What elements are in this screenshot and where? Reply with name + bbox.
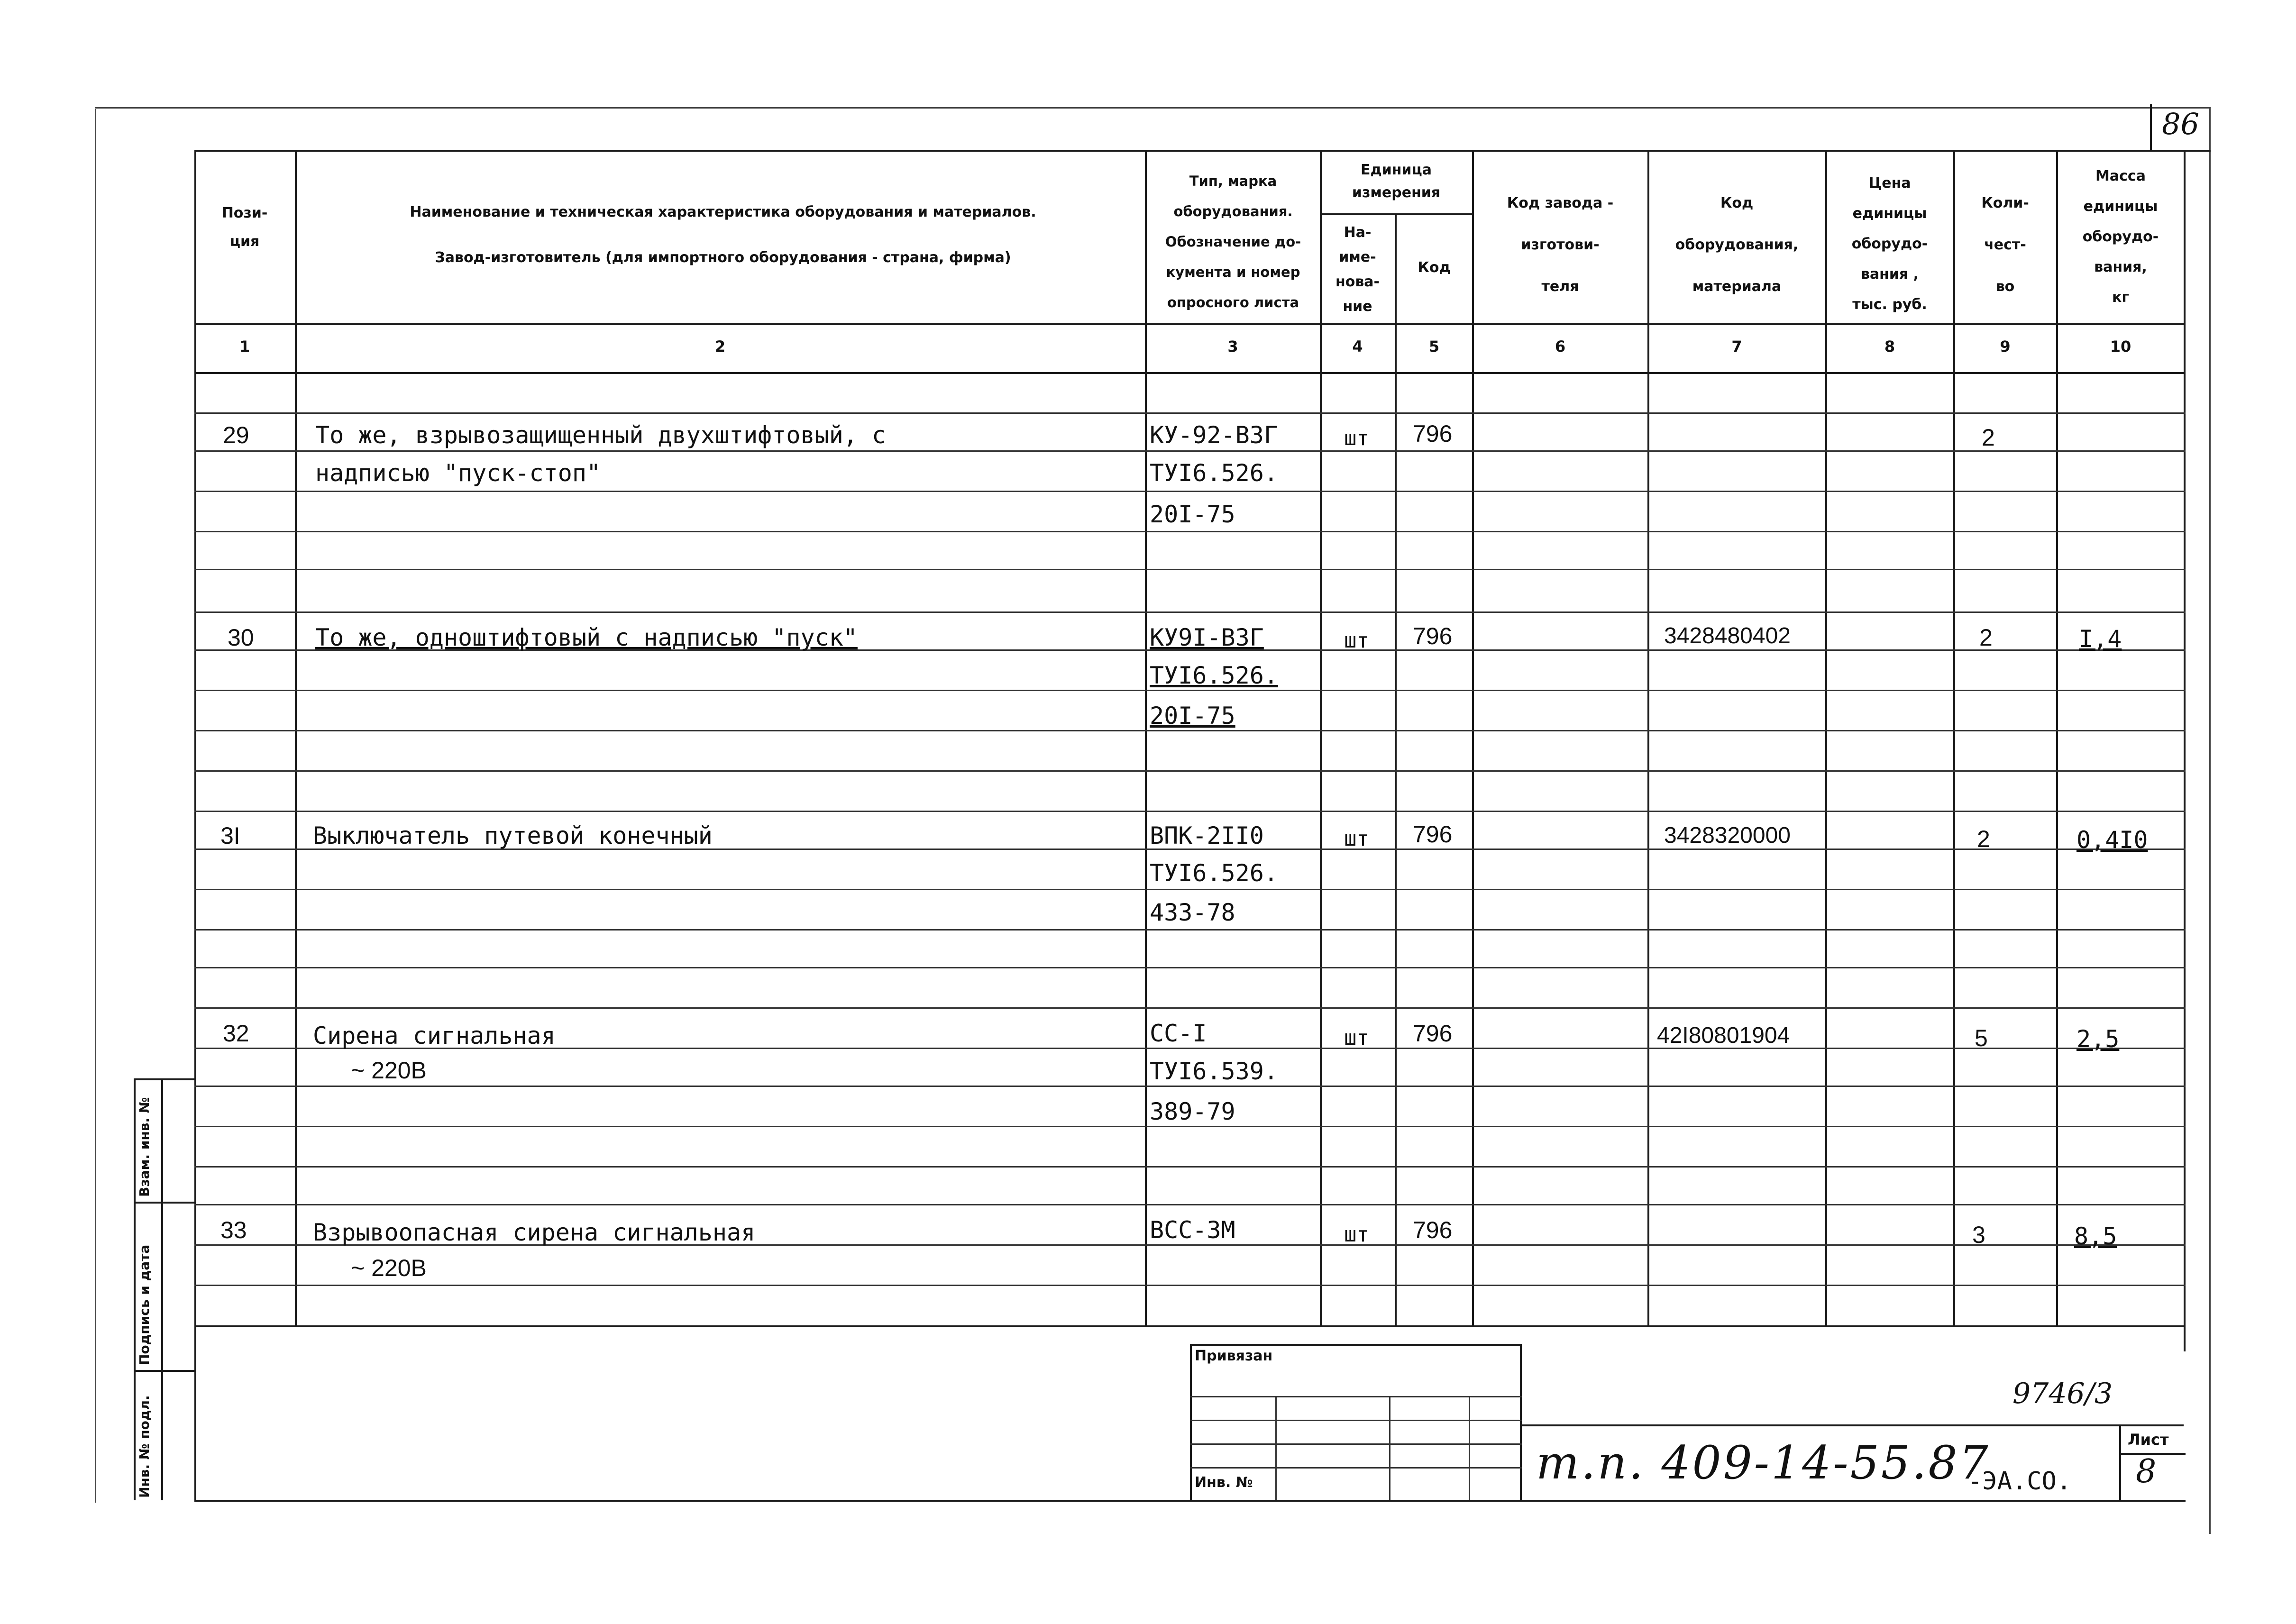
side-stamp-top [134, 1078, 195, 1080]
header-col3: Тип, марка оборудования. Обозначение до- кумента и номер опросного листа [1165, 173, 1301, 310]
side-stamp-divider [161, 1078, 163, 1500]
stamp-inv-no: Инв. № [1195, 1474, 1253, 1491]
name-32-line2: ~ 220В [351, 1057, 427, 1084]
name-31-line1: Выключатель путевой конечный [313, 822, 713, 849]
unit-31: шт [1344, 827, 1369, 851]
pos-31: 3I [220, 822, 240, 849]
row-separator [194, 569, 2186, 570]
type-29-line2: ТУI6.526. [1150, 459, 1278, 487]
colnum-4: 4 [1352, 338, 1363, 356]
colnum-5: 5 [1428, 338, 1440, 356]
header-bottom [194, 323, 2186, 325]
table-top [194, 150, 2186, 152]
unit-group-divider [1320, 213, 1472, 215]
col-divider-9 [2056, 150, 2058, 1325]
row-separator [194, 1126, 2186, 1127]
type-32-line1: СС-I [1150, 1020, 1207, 1047]
side-inv-podl: Инв. № подл. [137, 1395, 152, 1498]
stamp-top [1190, 1344, 1522, 1346]
unit-33: шт [1344, 1223, 1369, 1247]
colnum-7: 7 [1731, 338, 1742, 356]
code-31: 796 [1413, 821, 1453, 848]
item-code-32: 42I80801904 [1657, 1023, 1790, 1048]
type-31-line3: 433-78 [1150, 899, 1235, 926]
type-30-line2: ТУI6.526. [1150, 662, 1278, 689]
pos-29: 29 [223, 422, 249, 448]
row-separator [194, 811, 2186, 812]
side-vzam-inv: Взам. инв. № [137, 1097, 152, 1197]
side-signature-date: Подпись и дата [137, 1244, 152, 1365]
row-separator [194, 967, 2186, 968]
col-divider-3 [1320, 150, 1322, 1325]
name-32-line1: Сирена сигнальная [313, 1022, 556, 1049]
row-separator [194, 412, 2186, 414]
row-separator [194, 770, 2186, 772]
header-unit-group: Единица измерения [1352, 162, 1441, 201]
header-col1: Пози- ция [221, 205, 268, 250]
qty-30: 2 [1979, 624, 1993, 651]
project-suffix: -ЭА.СО. [1967, 1467, 2072, 1496]
table-right [2184, 150, 2186, 1351]
colnum-2: 2 [714, 338, 726, 356]
qty-32: 5 [1975, 1025, 1988, 1051]
stamp-line2 [1190, 1420, 1522, 1421]
row-separator [194, 1086, 2186, 1087]
unit-32: шт [1344, 1026, 1369, 1050]
colnum-9: 9 [2000, 338, 2011, 356]
top-binding-line [95, 107, 2209, 109]
type-31-line2: ТУI6.526. [1150, 859, 1278, 887]
header-col5: Код [1418, 259, 1451, 276]
sheet-label: Лист [2128, 1431, 2169, 1449]
qty-29: 2 [1982, 424, 1995, 451]
name-33-line1: Взрывоопасная сирена сигнальная [313, 1219, 756, 1246]
colnum-3: 3 [1227, 338, 1238, 356]
row-separator [194, 730, 2186, 731]
pos-30: 30 [228, 624, 254, 651]
col-divider-2 [1145, 150, 1147, 1325]
stamp-line3 [1190, 1443, 1522, 1445]
name-29-line1: То же, взрывозащищенный двухштифтовый, с [315, 421, 887, 449]
code-33: 796 [1413, 1217, 1453, 1243]
mass-33: 8,5 [2074, 1223, 2117, 1250]
name-33-line2: ~ 220В [351, 1255, 427, 1281]
row-separator [194, 1204, 2186, 1205]
row-separator [194, 929, 2186, 931]
stamp-right [1520, 1344, 1522, 1500]
doc-number: 9746/3 [2012, 1377, 2113, 1410]
stamp-left [1190, 1344, 1192, 1500]
row-separator [194, 531, 2186, 532]
type-32-line3: 389-79 [1150, 1098, 1235, 1125]
side-stamp-line2 [134, 1370, 195, 1372]
side-stamp-left [134, 1078, 136, 1500]
title-mid-line [1520, 1424, 2184, 1426]
colnum-6: 6 [1555, 338, 1566, 356]
code-29: 796 [1413, 420, 1453, 447]
header-col7: Код оборудования, материала [1675, 195, 1799, 295]
sheet-corner-number: 86 [2162, 107, 2199, 141]
code-32: 796 [1413, 1020, 1453, 1047]
stamp-vline1 [1275, 1396, 1277, 1500]
stamp-vline3 [1469, 1396, 1470, 1500]
col-divider-1 [295, 150, 297, 1325]
item-code-31: 3428320000 [1664, 823, 1791, 848]
qty-31: 2 [1977, 826, 1990, 852]
type-29-line3: 20I-75 [1150, 501, 1235, 528]
project-code: т.п. 409-14-55.87 [1536, 1436, 1990, 1489]
stamp-line4 [1190, 1467, 1522, 1469]
code-30: 796 [1413, 623, 1453, 649]
sheet-box-left [2119, 1424, 2121, 1500]
type-30-line1: КУ9I-ВЗГ [1150, 624, 1264, 651]
row-separator [194, 889, 2186, 890]
stamp-line1 [1190, 1396, 1522, 1397]
header-col9: Коли- чест- во [1981, 195, 2029, 295]
unit-30: шт [1344, 629, 1369, 653]
type-32-line2: ТУI6.539. [1150, 1058, 1278, 1085]
title-block-top [194, 1325, 2186, 1327]
col-divider-6 [1647, 150, 1649, 1325]
row-separator [194, 1285, 2186, 1286]
qty-33: 3 [1972, 1222, 1985, 1248]
pos-33: 33 [220, 1217, 247, 1243]
row-separator [194, 611, 2186, 613]
row-separator [194, 1007, 2186, 1009]
type-31-line1: ВПК-2II0 [1150, 822, 1264, 849]
header-col8: Цена единицы оборудо- вания , тыс. руб. [1851, 175, 1928, 313]
stamp-privyazan: Привязан [1195, 1348, 1273, 1364]
name-30-line1: То же, одноштифтовый с надписью "пуск" [315, 624, 858, 651]
colnum-10: 10 [2110, 338, 2131, 356]
col-divider-7 [1825, 150, 1827, 1325]
sheet-number: 8 [2136, 1453, 2157, 1490]
colnum-8: 8 [1884, 338, 1895, 356]
col-divider-4 [1395, 213, 1397, 1325]
type-33-line1: ВСС-3М [1150, 1216, 1235, 1244]
mass-30: I,4 [2079, 625, 2122, 653]
mass-32: 2,5 [2076, 1025, 2120, 1053]
colnum-bottom [194, 372, 2186, 374]
row-separator [194, 450, 2186, 452]
name-29-line2: надписью "пуск-стоп" [315, 459, 601, 487]
col-divider-5 [1472, 150, 1474, 1325]
mass-31: 0,4I0 [2076, 826, 2148, 854]
item-code-30: 3428480402 [1664, 623, 1791, 648]
row-separator [194, 690, 2186, 691]
type-30-line3: 20I-75 [1150, 702, 1235, 730]
header-col10: Масса единицы оборудо- вания, кг [2082, 168, 2159, 306]
header-col4: На- име- нова- ние [1335, 224, 1380, 315]
header-col2: Наименование и техническая характеристика оборудования и материалов. Завод-изготовитель (для импортного оборудования - страна, фирма) [410, 204, 1036, 266]
side-stamp-line1 [134, 1202, 195, 1204]
row-separator [194, 491, 2186, 492]
row-separator [194, 1166, 2186, 1168]
right-binding-line [2209, 107, 2211, 1534]
pos-32: 32 [223, 1020, 249, 1047]
unit-29: шт [1344, 426, 1369, 450]
colnum-1: 1 [239, 338, 250, 356]
corner-box-left [2150, 104, 2152, 152]
type-29-line1: КУ-92-ВЗГ [1150, 421, 1278, 449]
header-col6: Код завода - изготови- теля [1507, 195, 1614, 295]
col-divider-8 [1953, 150, 1955, 1325]
stamp-vline2 [1389, 1396, 1390, 1500]
left-binding-line [95, 109, 96, 1503]
